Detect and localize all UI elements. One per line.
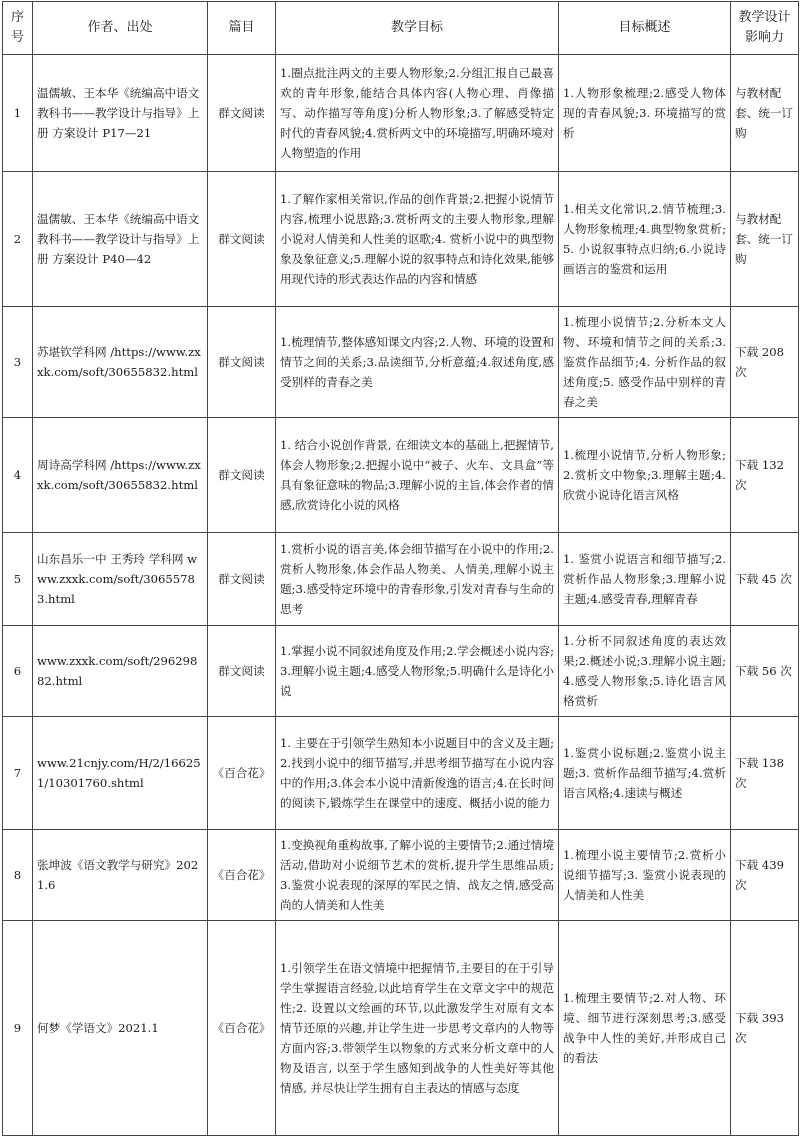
table-row xyxy=(3,55,799,172)
cell-genre: 群文阅读 xyxy=(208,533,276,626)
cell-genre: 群文阅读 xyxy=(208,626,276,717)
table-row xyxy=(3,921,799,1136)
cell-genre: 《百合花》 xyxy=(208,921,276,1136)
cell-index: 4 xyxy=(3,418,33,533)
cell-source: 张坤波《语文教学与研究》2021.6 xyxy=(33,830,208,921)
cell-impact: 下载 56 次 xyxy=(731,626,799,717)
cell-summary: 1.梳理主要情节;2.对人物、环境、细节进行深刻思考;3.感受战争中人性的美好,并形成自己的看法 xyxy=(559,921,731,1136)
cell-impact: 下载 45 次 xyxy=(731,533,799,626)
cell-goals: 1.圈点批注两文的主要人物形象;2.分组汇报自己最喜欢的青年形象,能结合具体内容(人物心理、肖像描写、动作描写等角度)分析人物形象;3.了解感受特定时代的青春风貌;4.赏析两文中的环境描写,明确环境对人物塑造的作用 xyxy=(276,55,559,172)
cell-source: www.21cnjy.com/H/2/166251/10301760.shtml xyxy=(33,717,208,830)
cell-source: www.zxxk.com/soft/29629882.html xyxy=(33,626,208,717)
cell-summary: 1.梳理小说情节;2.分析本文人物、环境和情节之间的关系;3.鉴赏作品细节;4. 分析作品的叙述角度;5. 感受作品中别样的青春之美 xyxy=(559,307,731,418)
cell-index: 8 xyxy=(3,830,33,921)
cell-source: 温儒敏、王本华《统编高中语文教科书——教学设计与指导》上册 方案设计 P17—21 xyxy=(33,55,208,172)
table-row xyxy=(3,626,799,717)
cell-goals: 1.掌握小说不同叙述角度及作用;2.学会概述小说内容;3.理解小说主题;4.感受人物形象;5.明确什么是诗化小说 xyxy=(276,626,559,717)
cell-summary: 1. 鉴赏小说语言和细节描写;2.赏析作品人物形象;3.理解小说主题;4.感受青春,理解青春 xyxy=(559,533,731,626)
cell-index: 3 xyxy=(3,307,33,418)
cell-summary: 1.鉴赏小说标题;2.鉴赏小说主题;3. 赏析作品细节描写;4.赏析语言风格;4.速读与概述 xyxy=(559,717,731,830)
cell-genre: 群文阅读 xyxy=(208,172,276,307)
cell-impact: 与教材配套、统一订购 xyxy=(731,172,799,307)
cell-impact: 下载 393 次 xyxy=(731,921,799,1136)
document-page xyxy=(0,1,800,1115)
cell-genre: 《百合花》 xyxy=(208,717,276,830)
cell-goals: 1.引领学生在语文情境中把握情节,主要目的在于引导学生掌握语言经验,以此培育学生在文章文字中的规范性;2. 设置以文绘画的环节,以此激发学生对原有文本情节还原的兴趣,并让学生进一步思考文章内的人物等方面内容;3.带领学生以物象的方式来分析文章中的人物及语言, 以至于学生感知到战争的人性美好等其他情感, 并尽快让学生拥有自主表达的情感与态度 xyxy=(276,921,559,1136)
table-row xyxy=(3,533,799,626)
cell-genre: 群文阅读 xyxy=(208,418,276,533)
teaching-design-table xyxy=(2,1,799,1136)
cell-summary: 1.梳理小说主要情节;2.赏析小说细节描写;3. 鉴赏小说表现的人情美和人性美 xyxy=(559,830,731,921)
cell-goals: 1.赏析小说的语言美,体会细节描写在小说中的作用;2.赏析人物形象,体会作品人物美、人情美,理解小说主题;3.感受特定环境中的青春形象,引发对青春与生命的思考 xyxy=(276,533,559,626)
table-row xyxy=(3,830,799,921)
cell-index: 2 xyxy=(3,172,33,307)
table-row xyxy=(3,418,799,533)
cell-impact: 下载 208 次 xyxy=(731,307,799,418)
table-row xyxy=(3,172,799,307)
cell-genre: 《百合花》 xyxy=(208,830,276,921)
table-row xyxy=(3,307,799,418)
cell-index: 1 xyxy=(3,55,33,172)
header-impact: 教学设计影响力 xyxy=(731,2,799,55)
cell-impact: 下载 138 次 xyxy=(731,717,799,830)
cell-source: 何梦《学语文》2021.1 xyxy=(33,921,208,1136)
cell-summary: 1.梳理小说情节,分析人物形象;2.赏析文中物象;3.理解主题;4.欣赏小说诗化语言风格 xyxy=(559,418,731,533)
cell-goals: 1.了解作家相关常识,作品的创作背景;2.把握小说情节内容,梳理小说思路;3.赏析两文的主要人物形象,理解小说对人情美和人性美的讴歌;4. 赏析小说中的典型物象及象征意义;5.理解小说的叙事特点和诗化效果,能够用现代诗的形式表达作品的内容和情感 xyxy=(276,172,559,307)
cell-source: 周诗高学科网 /https://www.zxxk.com/soft/30655832.html xyxy=(33,418,208,533)
cell-source: 温儒敏、王本华《统编高中语文教科书——教学设计与指导》上册 方案设计 P40—42 xyxy=(33,172,208,307)
cell-index: 6 xyxy=(3,626,33,717)
cell-source: 山东昌乐一中 王秀玲 学科网 www.zxxk.com/soft/30655783.html xyxy=(33,533,208,626)
header-goals: 教学目标 xyxy=(276,2,559,55)
cell-goals: 1.变换视角重构故事,了解小说的主要情节;2.通过情境活动,借助对小说细节艺术的赏析,提升学生思维品质;3.鉴赏小说表现的深厚的军民之情、战友之情,感受高尚的人情美和人性美 xyxy=(276,830,559,921)
cell-genre: 群文阅读 xyxy=(208,307,276,418)
cell-impact: 与教材配套、统一订购 xyxy=(731,55,799,172)
header-index: 序号 xyxy=(3,2,33,55)
header-summary: 目标概述 xyxy=(559,2,731,55)
header-genre: 篇目 xyxy=(208,2,276,55)
cell-summary: 1.分析不同叙述角度的表达效果;2.概述小说;3.理解小说主题;4.感受人物形象;5.诗化语言风格赏析 xyxy=(559,626,731,717)
cell-summary: 1.相关文化常识,2.情节梳理;3.人物形象梳理;4.典型物象赏析;5. 小说叙事特点归纳;6.小说诗画语言的鉴赏和运用 xyxy=(559,172,731,307)
cell-goals: 1. 结合小说创作背景, 在细读文本的基础上,把握情节,体会人物形象;2.把握小说中“被子、火车、文具盒”等具有象征意味的物品;3.理解小说的主旨,体会作者的情感,欣赏诗化小说的风格 xyxy=(276,418,559,533)
cell-goals: 1. 主要在于引领学生熟知本小说题目中的含义及主题;2.找到小说中的细节描写,并思考细节描写在小说内容中的作用;3.体会本小说中清新俊逸的语言;4.在长时间的阅读下,锻炼学生在课堂中的速度、概括小说的能力 xyxy=(276,717,559,830)
header-source: 作者、出处 xyxy=(33,2,208,55)
table-row xyxy=(3,717,799,830)
cell-impact: 下载 439 次 xyxy=(731,830,799,921)
cell-impact: 下载 132 次 xyxy=(731,418,799,533)
cell-summary: 1.人物形象梳理;2.感受人物体现的青春风貌;3. 环境描写的赏析 xyxy=(559,55,731,172)
table-header-row xyxy=(3,2,799,55)
cell-goals: 1.梳理情节,整体感知课文内容;2.人物、环境的设置和情节之间的关系;3.品读细节,分析意蕴;4.叙述角度,感受别样的青春之美 xyxy=(276,307,559,418)
cell-source: 苏堪钦学科网 /https://www.zxxk.com/soft/30655832.html xyxy=(33,307,208,418)
cell-index: 7 xyxy=(3,717,33,830)
cell-index: 9 xyxy=(3,921,33,1136)
cell-index: 5 xyxy=(3,533,33,626)
cell-genre: 群文阅读 xyxy=(208,55,276,172)
